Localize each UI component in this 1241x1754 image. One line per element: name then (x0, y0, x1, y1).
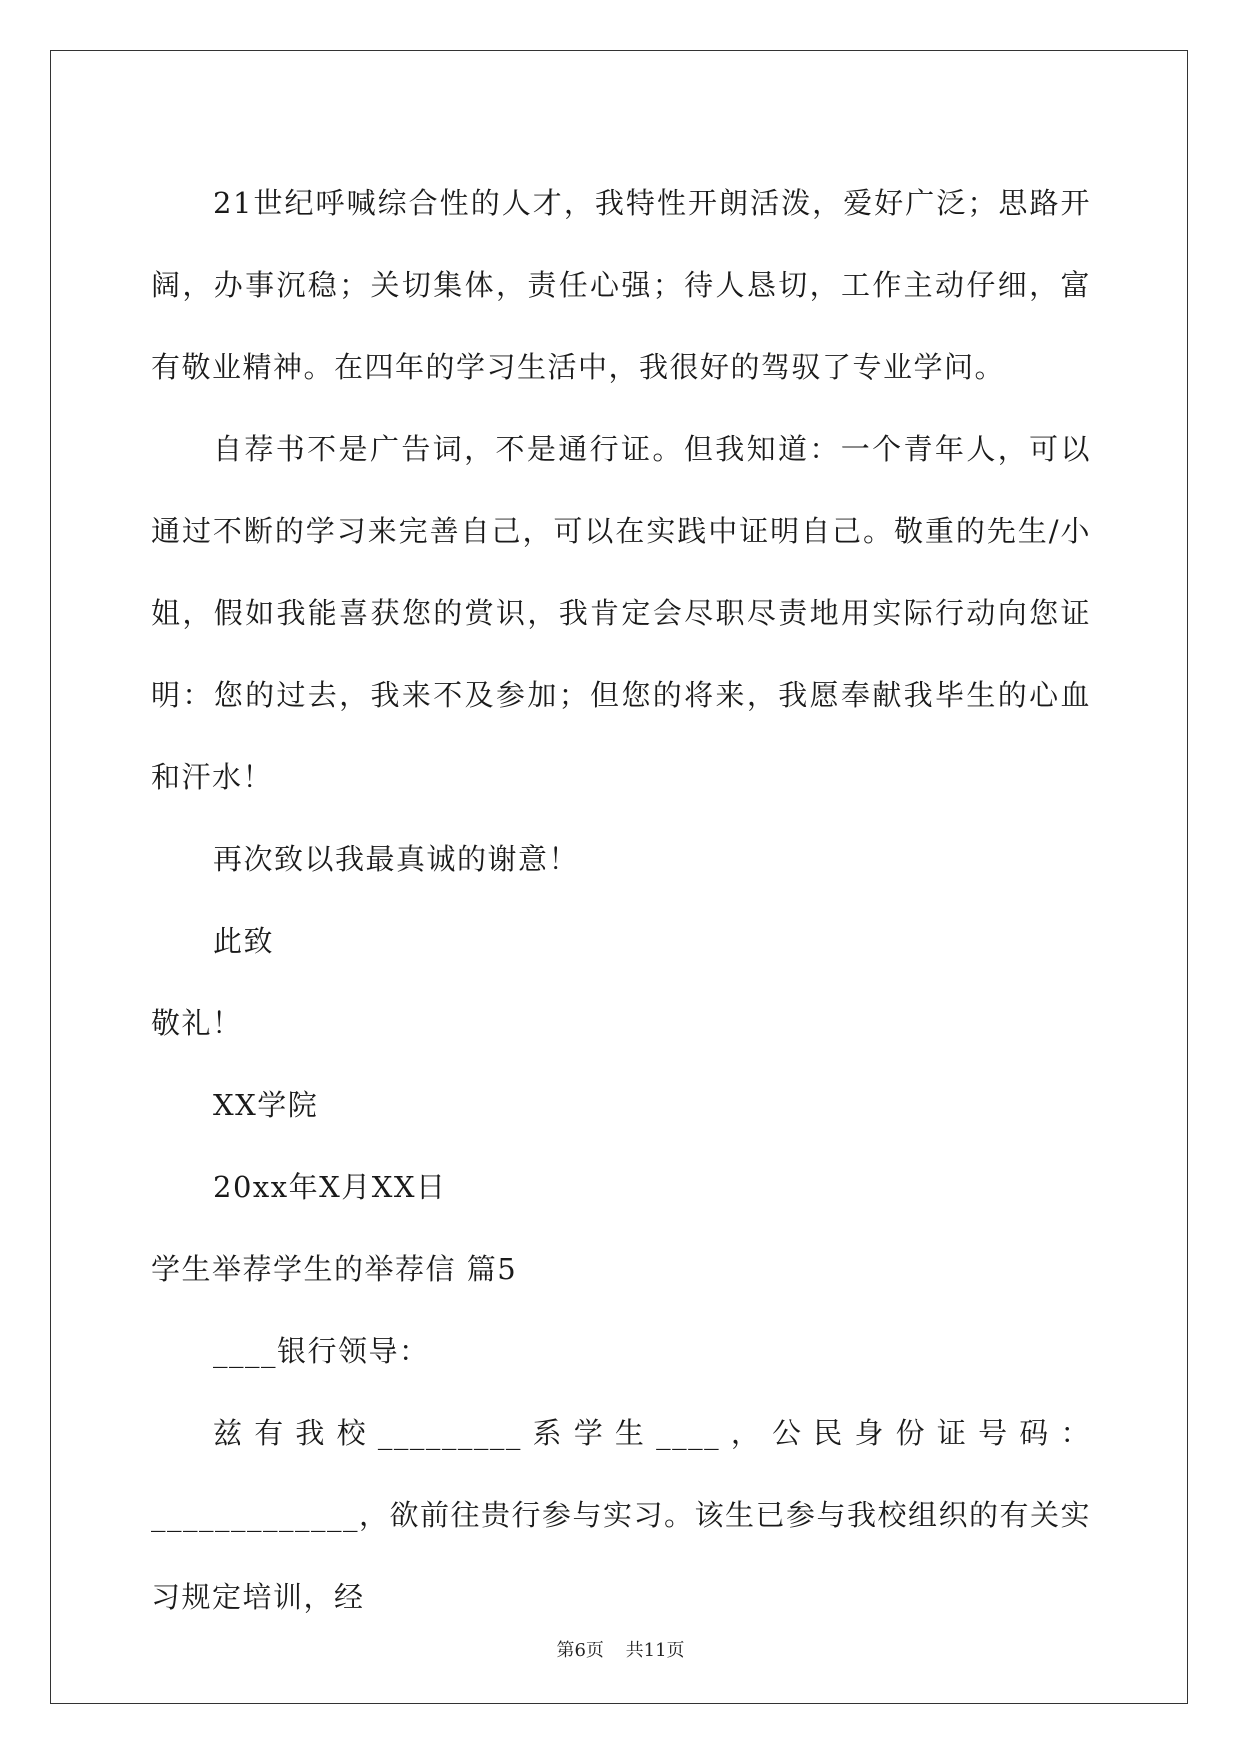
paragraph-thanks: 再次致以我最真诚的谢意！ (213, 842, 580, 876)
letter-salutation: ____银行领导： (213, 1334, 430, 1368)
section-heading: 学生举荐学生的举荐信 篇5 (151, 1252, 518, 1286)
paragraph-salute: 敬礼！ (151, 1006, 243, 1040)
page-footer (0, 1636, 1241, 1662)
page-number: 第6页 (556, 1640, 604, 1661)
paragraph-personality: 21世纪呼喊综合性的人才，我特性开朗活泼，爱好广泛；思路开阔，办事沉稳；关切集体，责任心强；待人恳切，工作主动仔细，富有敬业精神。在四年的学习生活中，我很好的驾驭了专业学问。 (151, 186, 1091, 384)
paragraph-closing: 此致 (213, 924, 275, 958)
page-total: 共11页 (625, 1640, 685, 1661)
signature-date: 20xx年X月XX日 (213, 1170, 447, 1204)
paragraph-internship: 兹有我校_________系学生____，公民身份证号码：_____________，欲前往贵行参与实习。该生已参与我校组织的有关实习规定培训，经 (151, 1416, 1092, 1614)
signature-institution: XX学院 (213, 1088, 319, 1122)
document-body (151, 162, 1091, 1638)
paragraph-self-recommendation: 自荐书不是广告词，不是通行证。但我知道：一个青年人，可以通过不断的学习来完善自己，可以在实践中证明自己。敬重的先生/小姐，假如我能喜获您的赏识，我肯定会尽职尽责地用实际行动向您证明：您的过去，我来不及参加；但您的将来，我愿奉献我毕生的心血和汗水！ (151, 432, 1091, 794)
